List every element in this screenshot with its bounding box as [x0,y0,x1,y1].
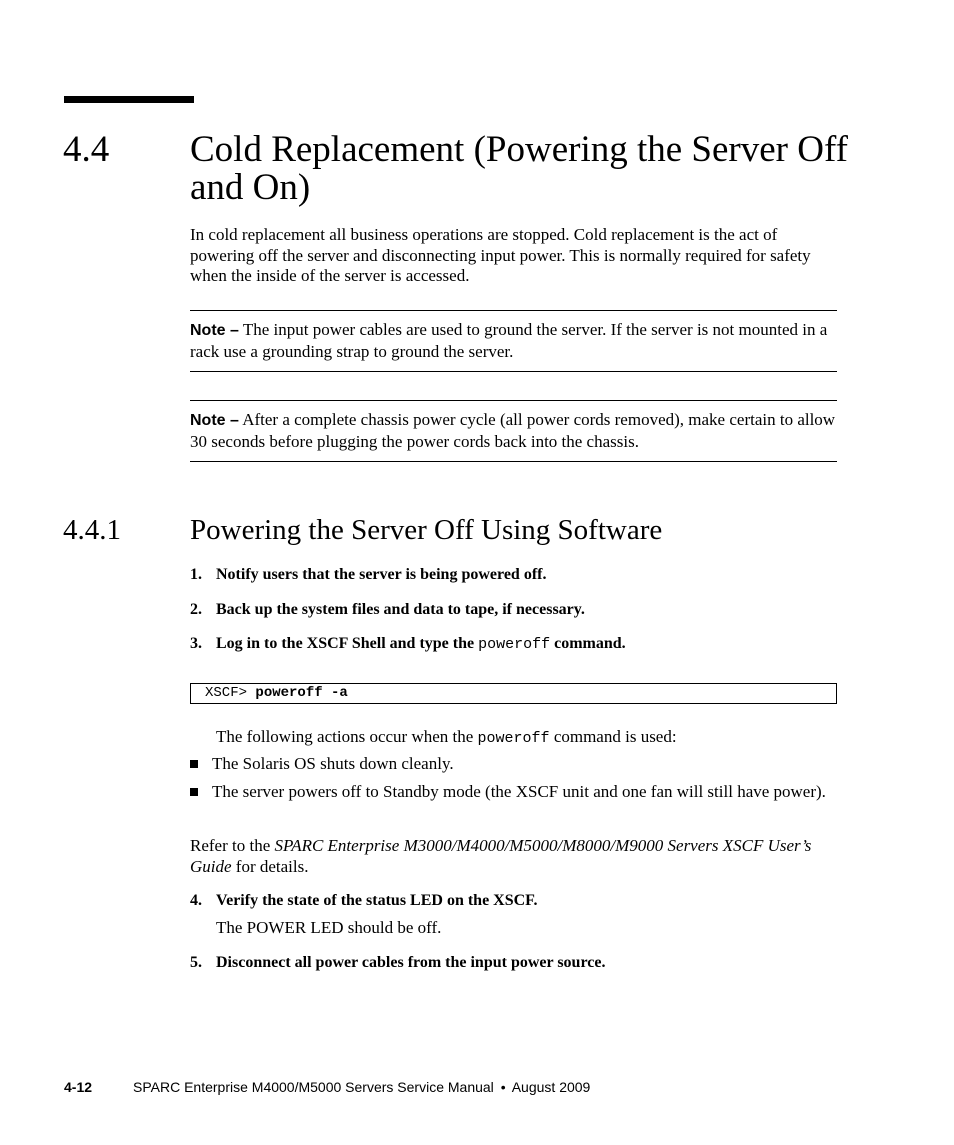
bullet-item [190,754,835,775]
footer-page-number: 4-12 [64,1079,93,1095]
step-3 [190,634,626,655]
bullet-square [190,760,198,768]
reference-book-title: SPARC Enterprise M3000/M4000/M5000/M8000/M9000 Servers XSCF User’s Guide [190,836,812,876]
note-label: Note – [190,322,239,339]
step-text: Notify users that the server is being powered off. [216,566,547,583]
step-4-result: The POWER LED should be off. [216,918,442,937]
footer-manual-info [133,1078,590,1096]
actions-intro-text: The following actions occur when the [216,727,478,746]
inline-code: poweroff [478,636,551,653]
bullet-item [190,782,835,803]
reference-text: for details. [231,856,309,876]
step-number: 4. [190,892,202,909]
footer-title: SPARC Enterprise M4000/M5000 Servers Service Manual [133,1079,494,1095]
step-text: Back up the system files and data to tape, if necessary. [216,601,585,618]
step-number: 1. [190,566,202,583]
actions-intro [216,727,677,750]
step-2 [190,600,585,620]
code-example [190,683,837,704]
note-text: The input power cables are used to ground the server. If the server is not mounted in a rack use a grounding strap to ground the server. [190,320,828,361]
bullet-text: The Solaris OS shuts down cleanly. [212,754,454,773]
reference-paragraph [190,836,837,877]
subsection-title: Powering the Server Off Using Software [190,514,663,546]
step-number: 3. [190,635,202,652]
code-command: poweroff -a [255,685,348,701]
note-text: After a complete chassis power cycle (all power cords removed), make certain to allow 30 seconds before plugging the power cords back into the chassis. [190,410,836,451]
note-grounding [190,310,837,372]
section-title: Cold Replacement (Powering the Server Off and On) [190,129,848,208]
step-text: Log in to the XSCF Shell and type the [216,635,479,652]
step-4 [190,891,537,911]
section-number: 4.4 [63,129,110,170]
chapter-rule [64,96,194,103]
intro-paragraph: In cold replacement all business operations are stopped. Cold replacement is the act of powering off the server and disconnecting input power. This is normally required for safety when the inside of the server is accessed. [190,225,811,285]
step-5 [190,953,605,973]
code-prompt: XSCF> [205,685,256,701]
step-text: Verify the state of the status LED on the XSCF. [216,892,538,909]
bullet-text: The server powers off to Standby mode (the XSCF unit and one fan will still have power). [212,782,826,801]
reference-text: Refer to the [190,836,275,855]
footer-date: August 2009 [511,1079,591,1095]
note-label: Note – [190,412,239,429]
step-text: command. [550,635,626,652]
inline-code: poweroff [477,730,550,747]
step-text: Disconnect all power cables from the input power source. [216,954,606,971]
subsection-number: 4.4.1 [63,514,121,546]
step-1 [190,565,546,585]
step-number: 5. [190,954,202,971]
step-number: 2. [190,601,202,618]
bullet-square [190,788,198,796]
note-power-cycle [190,400,837,462]
footer-separator: • [500,1079,506,1095]
actions-intro-text: command is used: [549,727,677,746]
